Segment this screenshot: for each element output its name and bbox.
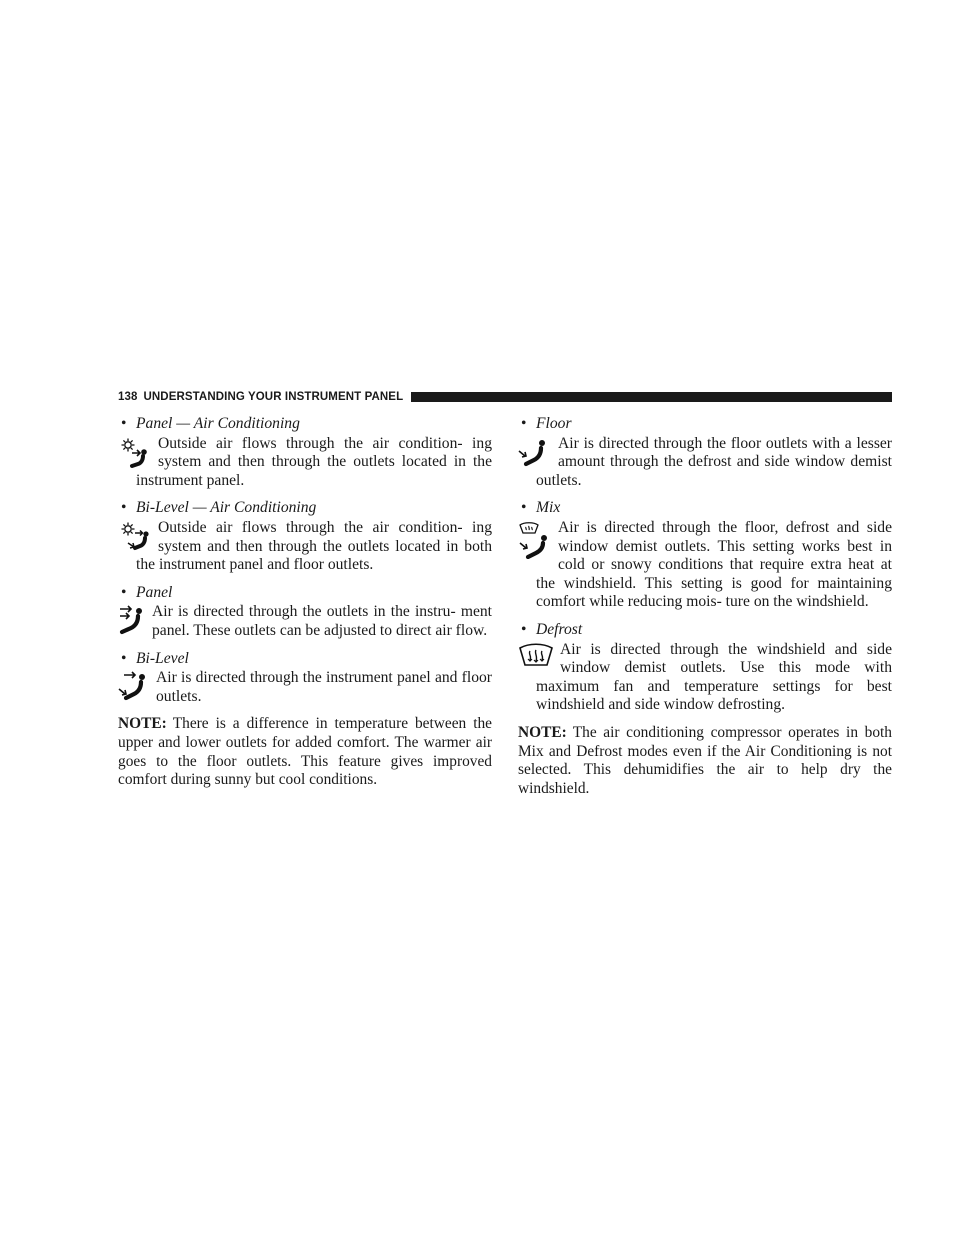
entry-title: • Panel — Air Conditioning (121, 415, 300, 432)
bullet: • (521, 620, 527, 638)
entry-title: • Mix (521, 499, 561, 517)
header-rule (411, 392, 892, 402)
note-text: The air conditioning compressor operates in both Mix and Defrost modes even if the Air Conditioning is not selected. This dehumidifies the air to help dry the windshield. (518, 723, 892, 797)
bullet: • (121, 583, 127, 601)
panel-mode-icon (118, 605, 146, 639)
note-label: NOTE: (118, 715, 167, 733)
page-number: 138 (118, 391, 138, 403)
bullet: • (521, 415, 527, 432)
note-left (118, 715, 492, 789)
entry-panel-ac (118, 415, 492, 490)
entry-bilevel-ac (118, 499, 492, 574)
entry-text: Air is directed through the windshield and side window demist outlets. Use this mode with maximum fan and temperature settings for best windshield and side window defrosting. (536, 640, 892, 714)
entry-panel (118, 584, 492, 641)
bilevel-mode-icon (118, 671, 150, 705)
bullet: • (121, 499, 127, 517)
floor-mode-icon (518, 437, 552, 471)
bullet: • (121, 415, 127, 432)
page-header (118, 389, 892, 405)
bullet: • (121, 649, 127, 667)
entry-defrost (518, 621, 892, 715)
note-text: There is a difference in temperature between the upper and lower outlets for added comfort. The warmer air goes to the floor outlets. This feature gives improved comfort during sunny but cool conditions. (118, 715, 492, 789)
panel-ac-icon (118, 437, 152, 471)
note-label: NOTE: (518, 723, 567, 741)
entry-text: Air is directed through the floor outlets with a lesser amount through the defrost and side window demist outlets. (536, 434, 892, 489)
entry-text: Air is directed through the instrument panel and floor outlets. (156, 669, 492, 705)
mix-mode-icon (518, 521, 552, 559)
entry-text: Outside air flows through the air condition- ing system and then through the outlets located in both the instrument panel and floor outlets. (136, 518, 492, 574)
bilevel-ac-icon (118, 521, 152, 555)
right-column (518, 415, 892, 798)
entry-bilevel (118, 650, 492, 707)
left-column (118, 415, 492, 790)
section-title: UNDERSTANDING YOUR INSTRUMENT PANEL (143, 391, 404, 403)
entry-title: • Bi-Level — Air Conditioning (121, 499, 317, 517)
entry-floor (518, 415, 892, 490)
entry-text: Outside air flows through the air condition- ing system and then through the outlets located in the instrument panel. (136, 434, 492, 489)
entry-title: • Floor (521, 415, 572, 432)
defrost-mode-icon (518, 643, 554, 671)
bullet: • (521, 499, 527, 517)
entry-title: • Bi-Level (121, 649, 189, 667)
entry-title: • Defrost (521, 620, 583, 638)
entry-mix (518, 499, 892, 612)
entry-text: Air is directed through the floor, defrost and side window demist outlets. This setting works best in cold or snowy conditions that require extra heat at the windshield. This setting is good for maintaining comfort while reducing mois- ture on the windshield. (536, 518, 892, 611)
entry-title: • Panel (121, 583, 173, 601)
note-right (518, 724, 892, 798)
entry-text: Air is directed through the outlets in the instru- ment panel. These outlets can be adjusted to direct air flow. (152, 603, 492, 639)
